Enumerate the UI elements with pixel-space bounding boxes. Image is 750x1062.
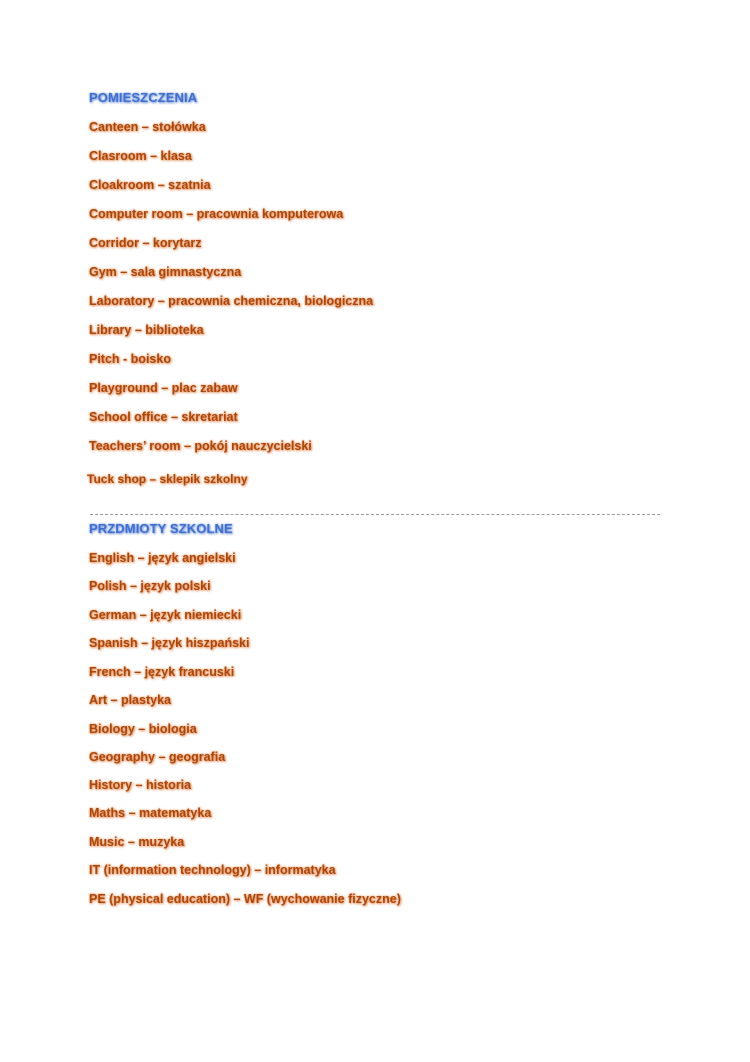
vocab-item: School office – skretariat (89, 410, 238, 424)
vocab-item: English – język angielski (89, 551, 236, 565)
section-title-rooms: POMIESZCZENIA (89, 90, 198, 105)
vocab-item: Biology – biologia (89, 722, 197, 736)
vocab-item: Playground – plac zabaw (89, 381, 238, 395)
vocab-item: History – historia (89, 778, 192, 792)
vocab-item: Corridor – korytarz (89, 236, 202, 250)
vocab-item: French – język francuski (89, 665, 235, 679)
vocab-item: Art – plastyka (89, 693, 171, 707)
vocab-item: Maths – matematyka (89, 806, 212, 820)
vocab-item: Library – biblioteka (89, 323, 204, 337)
vocab-item: Geography – geografia (89, 750, 226, 764)
vocab-item: PE (physical education) – WF (wychowanie fizyczne) (89, 892, 401, 906)
vocab-item: German – język niemiecki (89, 608, 242, 622)
vocab-item: Laboratory – pracownia chemiczna, biologiczna (89, 294, 374, 308)
vocab-item: Music – muzyka (89, 835, 185, 849)
section-divider (90, 514, 660, 515)
vocab-item: Gym – sala gimnastyczna (89, 265, 242, 279)
vocab-item: Spanish – język hiszpański (89, 636, 250, 650)
vocab-item: Teachers’ room – pokój nauczycielski (89, 439, 312, 453)
section-title-subjects: PRZDMIOTY SZKOLNE (89, 521, 233, 536)
vocab-item: Cloakroom – szatnia (89, 178, 211, 192)
vocab-item: Computer room – pracownia komputerowa (89, 207, 344, 221)
vocab-item: IT (information technology) – informatyka (89, 863, 336, 877)
vocab-item: Canteen – stołówka (89, 120, 206, 134)
vocab-item: Polish – język polski (89, 579, 211, 593)
vocab-item: Pitch - boisko (89, 352, 171, 366)
vocab-item: Tuck shop – sklepik szkolny (87, 472, 248, 486)
vocab-item: Clasroom – klasa (89, 149, 192, 163)
